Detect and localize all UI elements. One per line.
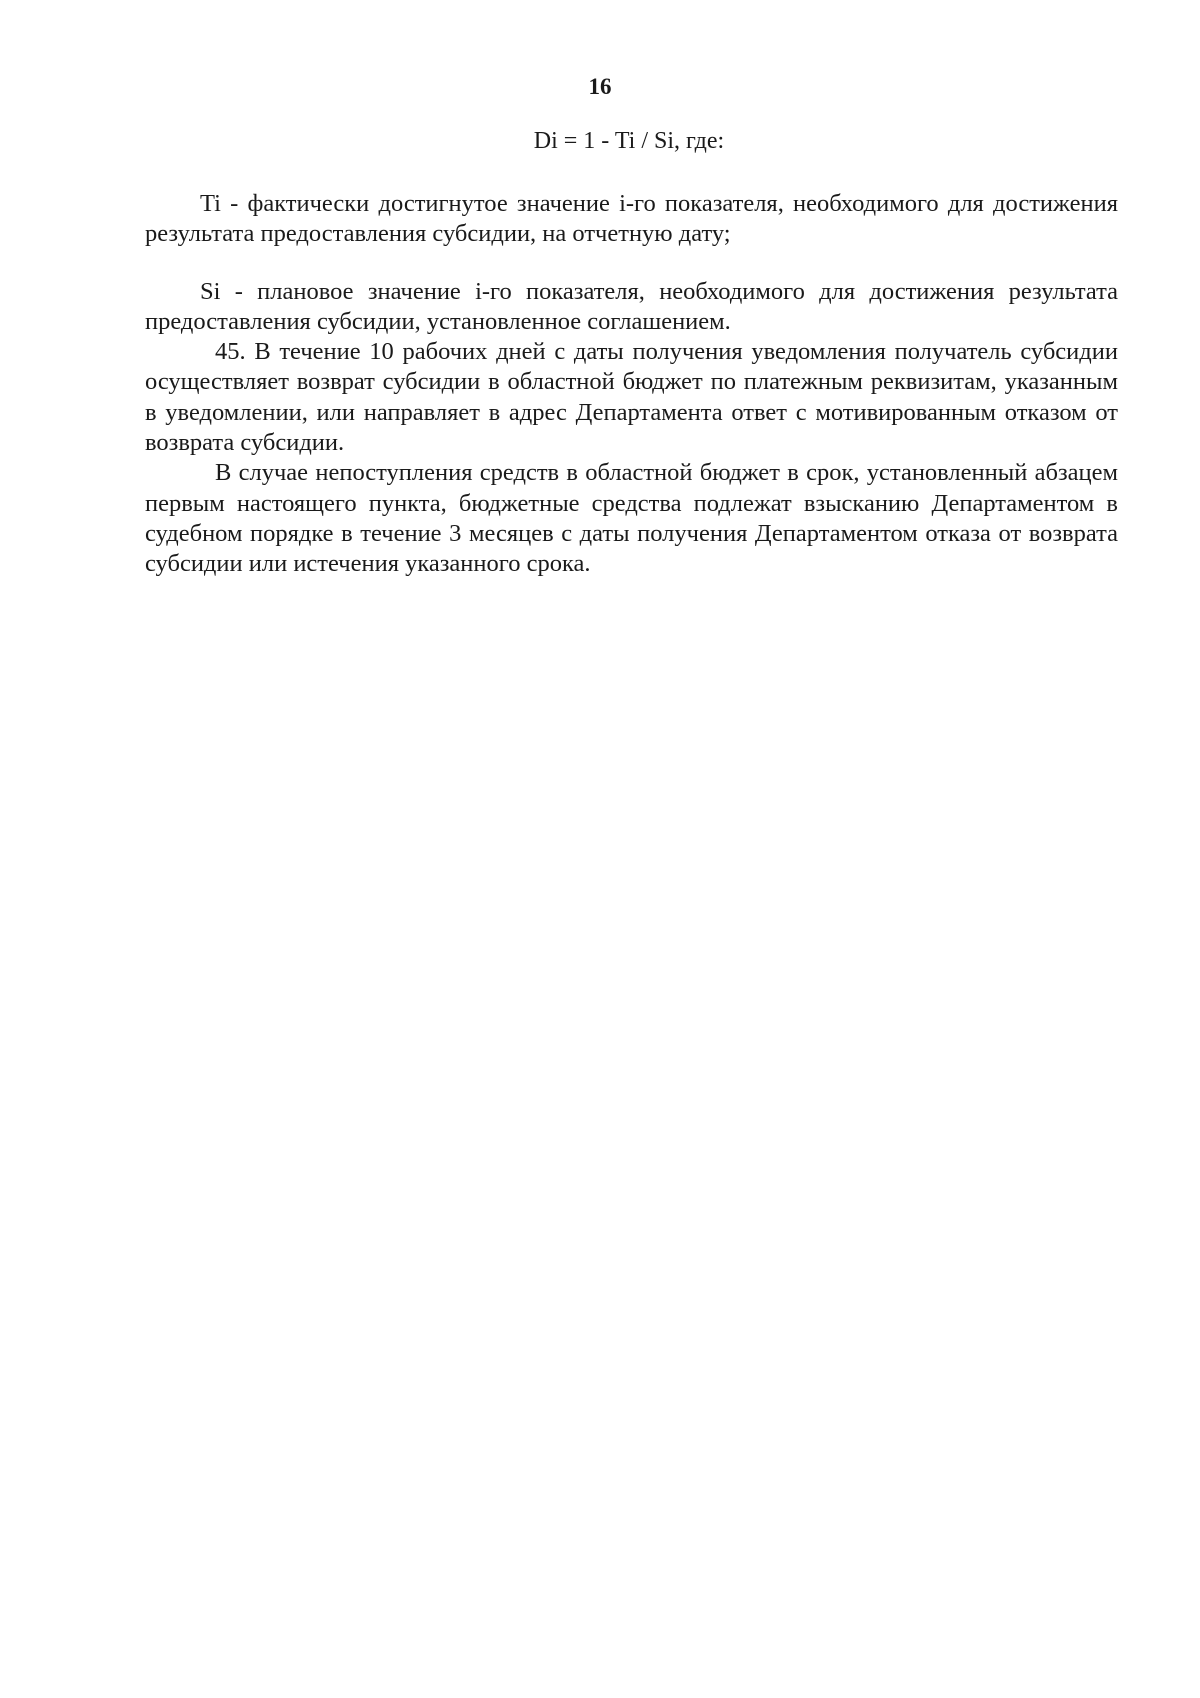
document-body (145, 189, 1118, 580)
paragraph-ti-definition: Ti - фактически достигнутое значение i-го показателя, необходимого для достижения результата предоставления субсидии, на отчетную дату; (145, 190, 1118, 248)
page-number: 16 (588, 74, 612, 99)
paragraph-clause-45: 45. В течение 10 рабочих дней с даты получения уведомления получатель субсидии осуществляет возврат субсидии в областной бюджет по платежным реквизитам, указанным в уведомлении, или направляет в адрес Департамента ответ с мотивированным отказом от возврата субсидии. (145, 338, 1118, 457)
paragraph-si-definition: Si - плановое значение i-го показателя, необходимого для достижения результата предоставления субсидии, установленное соглашением. (145, 277, 1118, 335)
paragraph-recovery: В случае непоступления средств в областной бюджет в срок, установленный абзацем первым настоящего пункта, бюджетные средства подлежат взысканию Департаментом в судебном порядке в течение 3 месяцев с даты получения Департаментом отказа от возврата субсидии или истечения указанного срока. (145, 459, 1118, 578)
formula: Di = 1 - Ti / Si, где: (533, 128, 725, 154)
